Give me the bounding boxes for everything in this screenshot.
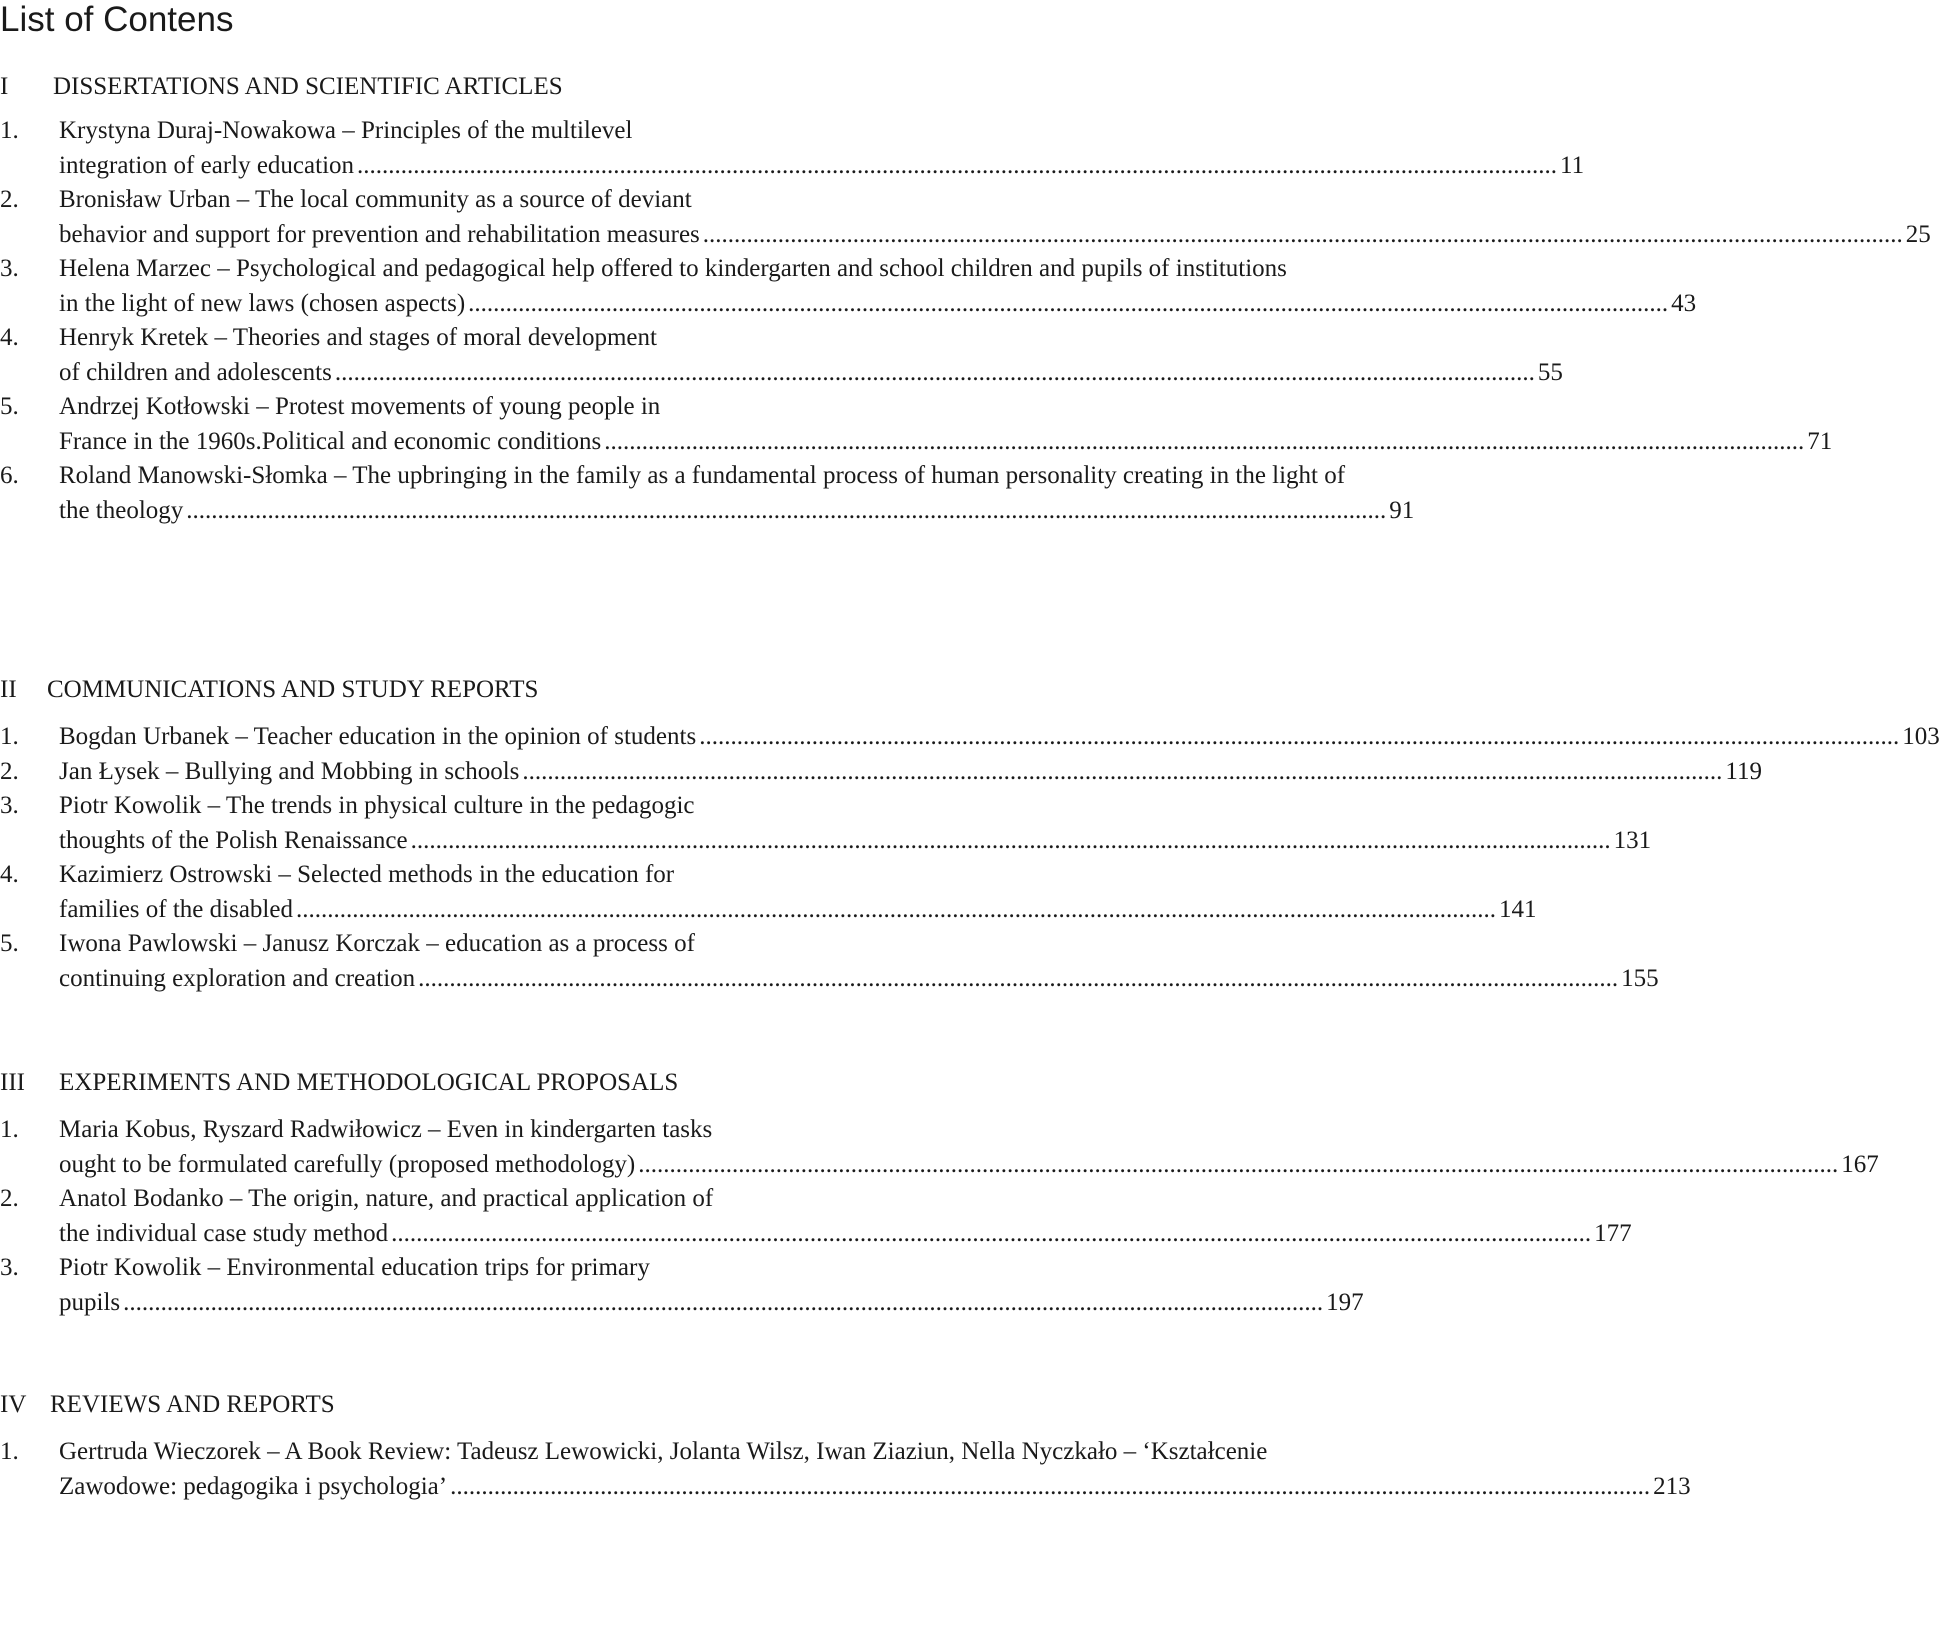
entry-title-end: behavior and support for prevention and rehabilitation measures <box>59 220 700 248</box>
entry-title: Kazimierz Ostrowski – Selected methods in the education for <box>59 861 675 888</box>
entry-title-end: Bogdan Urbanek – Teacher education in the opinion of students <box>59 723 697 750</box>
entry-last-line <box>59 287 1696 322</box>
entry-last-line <box>59 494 1414 529</box>
toc-entry <box>0 459 1415 528</box>
toc-entry <box>0 1251 1364 1320</box>
dot-leader <box>357 149 1557 184</box>
dot-leader <box>604 425 1804 460</box>
entry-last-line <box>59 1217 1632 1252</box>
entry-title: Piotr Kowolik – The trends in physical culture in the pedagogic <box>59 792 695 819</box>
entry-list <box>0 114 1931 528</box>
entry-body <box>59 183 1931 252</box>
entry-last-line <box>59 824 1651 859</box>
section-number: III <box>0 1069 25 1096</box>
section-3 <box>0 1066 1879 1320</box>
entry-title: Andrzej Kotłowski – Protest movements of young people in <box>59 393 661 420</box>
page-title: List of Contens <box>0 0 234 39</box>
toc-entry <box>0 858 1537 927</box>
entry-body <box>59 1113 1879 1182</box>
section-title: DISSERTATIONS AND SCIENTIFIC ARTICLES <box>53 73 563 100</box>
entry-title: Gertruda Wieczorek – A Book Review: Tadeusz Lewowicki, Jolanta Wilsz, Iwan Ziaziun, Nella Nyczkało – ‘Kształcenie <box>59 1438 1268 1465</box>
entry-list <box>0 720 1940 996</box>
section-4 <box>0 1388 1691 1504</box>
page-number: 25 <box>1905 220 1931 248</box>
entry-body <box>59 321 1563 390</box>
dot-leader <box>418 962 1618 997</box>
entry-title: Iwona Pawlowski – Janusz Korczak – education as a process of <box>59 930 695 957</box>
entry-last-line <box>59 1148 1879 1183</box>
entry-number: 4. <box>0 861 19 888</box>
entry-last-line <box>59 755 1762 790</box>
toc-entry <box>0 321 1563 390</box>
entry-number: 2. <box>0 186 19 213</box>
page-number: 91 <box>1389 496 1415 524</box>
entry-last-line <box>59 356 1563 391</box>
section-title: EXPERIMENTS AND METHODOLOGICAL PROPOSALS <box>59 1069 679 1096</box>
entry-body <box>59 459 1414 528</box>
entry-body <box>59 858 1536 927</box>
toc-entry <box>0 252 1697 321</box>
entry-number: 1. <box>0 723 19 750</box>
entry-last-line <box>59 1286 1364 1321</box>
entry-title: Krystyna Duraj-Nowakowa – Principles of the multilevel <box>59 117 633 144</box>
section-heading <box>0 673 920 707</box>
entry-last-line <box>59 425 1832 460</box>
entry-body <box>59 252 1696 321</box>
page-number: 71 <box>1807 427 1833 455</box>
dot-leader <box>522 755 1722 790</box>
entry-list <box>0 1435 1691 1504</box>
toc-entry <box>0 1113 1879 1182</box>
entry-body <box>59 114 1584 183</box>
entry-last-line <box>59 218 1931 253</box>
page-number: 11 <box>1560 151 1585 179</box>
entry-number: 6. <box>0 462 19 489</box>
entry-last-line <box>59 962 1659 997</box>
entry-number: 2. <box>0 757 19 785</box>
entry-title: Bronisław Urban – The local community as a source of deviant <box>59 186 692 213</box>
entry-title-end: Jan Łysek – Bullying and Mobbing in schools <box>59 757 520 785</box>
entry-number: 5. <box>0 930 19 957</box>
toc-entry <box>0 755 1762 790</box>
dot-leader <box>703 218 1903 253</box>
entry-title-end: ought to be formulated carefully (proposed methodology) <box>59 1150 636 1178</box>
entry-body <box>59 755 1762 790</box>
toc-entry <box>0 1182 1632 1251</box>
toc-entry <box>0 114 1585 183</box>
dot-leader <box>468 287 1668 322</box>
toc-entry <box>0 1435 1691 1504</box>
entry-number: 5. <box>0 393 19 420</box>
entry-list <box>0 1113 1879 1320</box>
entry-last-line <box>59 720 1940 755</box>
section-number: II <box>0 676 17 703</box>
entry-body <box>59 720 1940 755</box>
entry-title-end: families of the disabled <box>59 895 293 923</box>
page-number: 119 <box>1725 757 1762 785</box>
page-number: 213 <box>1653 1472 1691 1500</box>
toc-entry <box>0 183 1931 252</box>
page-number: 197 <box>1326 1288 1364 1316</box>
toc-entry <box>0 720 1940 755</box>
entry-title: Anatol Bodanko – The origin, nature, and practical application of <box>59 1185 714 1212</box>
entry-title-end: in the light of new laws (chosen aspects) <box>59 289 466 317</box>
entry-body <box>59 390 1832 459</box>
dot-leader <box>186 494 1386 529</box>
entry-title-end: pupils <box>59 1288 121 1316</box>
entry-title: Helena Marzec – Psychological and pedagogical help offered to kindergarten and school children and pupils of institutions <box>59 255 1287 282</box>
page-number: 141 <box>1498 895 1537 923</box>
entry-title: Maria Kobus, Ryszard Radwiłowicz – Even in kindergarten tasks <box>59 1116 713 1143</box>
toc-entry <box>0 789 1652 858</box>
dot-leader <box>391 1217 1591 1252</box>
toc-entry <box>0 927 1659 996</box>
entry-number: 2. <box>0 1185 19 1212</box>
entry-last-line <box>59 893 1536 928</box>
dot-leader <box>699 720 1899 755</box>
section-title: COMMUNICATIONS AND STUDY REPORTS <box>47 676 539 703</box>
entry-title: Henryk Kretek – Theories and stages of moral development <box>59 324 657 351</box>
page-number: 131 <box>1613 826 1652 854</box>
entry-body <box>59 1251 1364 1320</box>
entry-number: 4. <box>0 324 19 351</box>
entry-number: 1. <box>0 1116 19 1143</box>
dot-leader <box>450 1470 1650 1505</box>
entry-title-end: France in the 1960s.Political and economic conditions <box>59 427 602 455</box>
entry-body <box>59 789 1651 858</box>
section-number: I <box>0 73 9 100</box>
page-number: 155 <box>1621 964 1659 992</box>
entry-body <box>59 927 1659 996</box>
entry-title-end: the individual case study method <box>59 1219 389 1247</box>
section-heading <box>0 1066 920 1100</box>
dot-leader <box>638 1148 1838 1183</box>
entry-number: 3. <box>0 792 19 819</box>
page-number: 55 <box>1537 358 1563 386</box>
entry-body <box>59 1435 1691 1504</box>
entry-title-end: of children and adolescents <box>59 358 332 386</box>
dot-leader <box>123 1286 1323 1321</box>
dot-leader <box>296 893 1496 928</box>
entry-title-end: integration of early education <box>59 151 355 179</box>
entry-title-end: the theology <box>59 496 184 524</box>
entry-number: 3. <box>0 1254 19 1281</box>
section-1 <box>0 70 1931 528</box>
entry-number: 3. <box>0 255 19 282</box>
entry-title-end: thoughts of the Polish Renaissance <box>59 826 408 854</box>
page-number: 43 <box>1671 289 1697 317</box>
page-number: 103 <box>1902 723 1940 750</box>
section-heading <box>0 70 920 104</box>
entry-last-line <box>59 1470 1691 1505</box>
section-heading <box>0 1388 920 1422</box>
entry-body <box>59 1182 1632 1251</box>
entry-title: Roland Manowski-Słomka – The upbringing in the family as a fundamental process of human personality creating in the light of <box>59 462 1346 489</box>
page-number: 177 <box>1594 1219 1632 1247</box>
section-title: REVIEWS AND REPORTS <box>50 1391 335 1418</box>
page-number: 167 <box>1841 1150 1879 1178</box>
entry-title-end: continuing exploration and creation <box>59 964 416 992</box>
toc-entry <box>0 390 1833 459</box>
section-2 <box>0 673 1940 996</box>
entry-title: Piotr Kowolik – Environmental education trips for primary <box>59 1254 650 1281</box>
entry-last-line <box>59 149 1584 184</box>
entry-number: 1. <box>0 1438 19 1465</box>
dot-leader <box>411 824 1611 859</box>
entry-title-end: Zawodowe: pedagogika i psychologia’ <box>59 1472 448 1500</box>
dot-leader <box>335 356 1535 391</box>
entry-number: 1. <box>0 117 19 144</box>
section-number: IV <box>0 1391 27 1418</box>
